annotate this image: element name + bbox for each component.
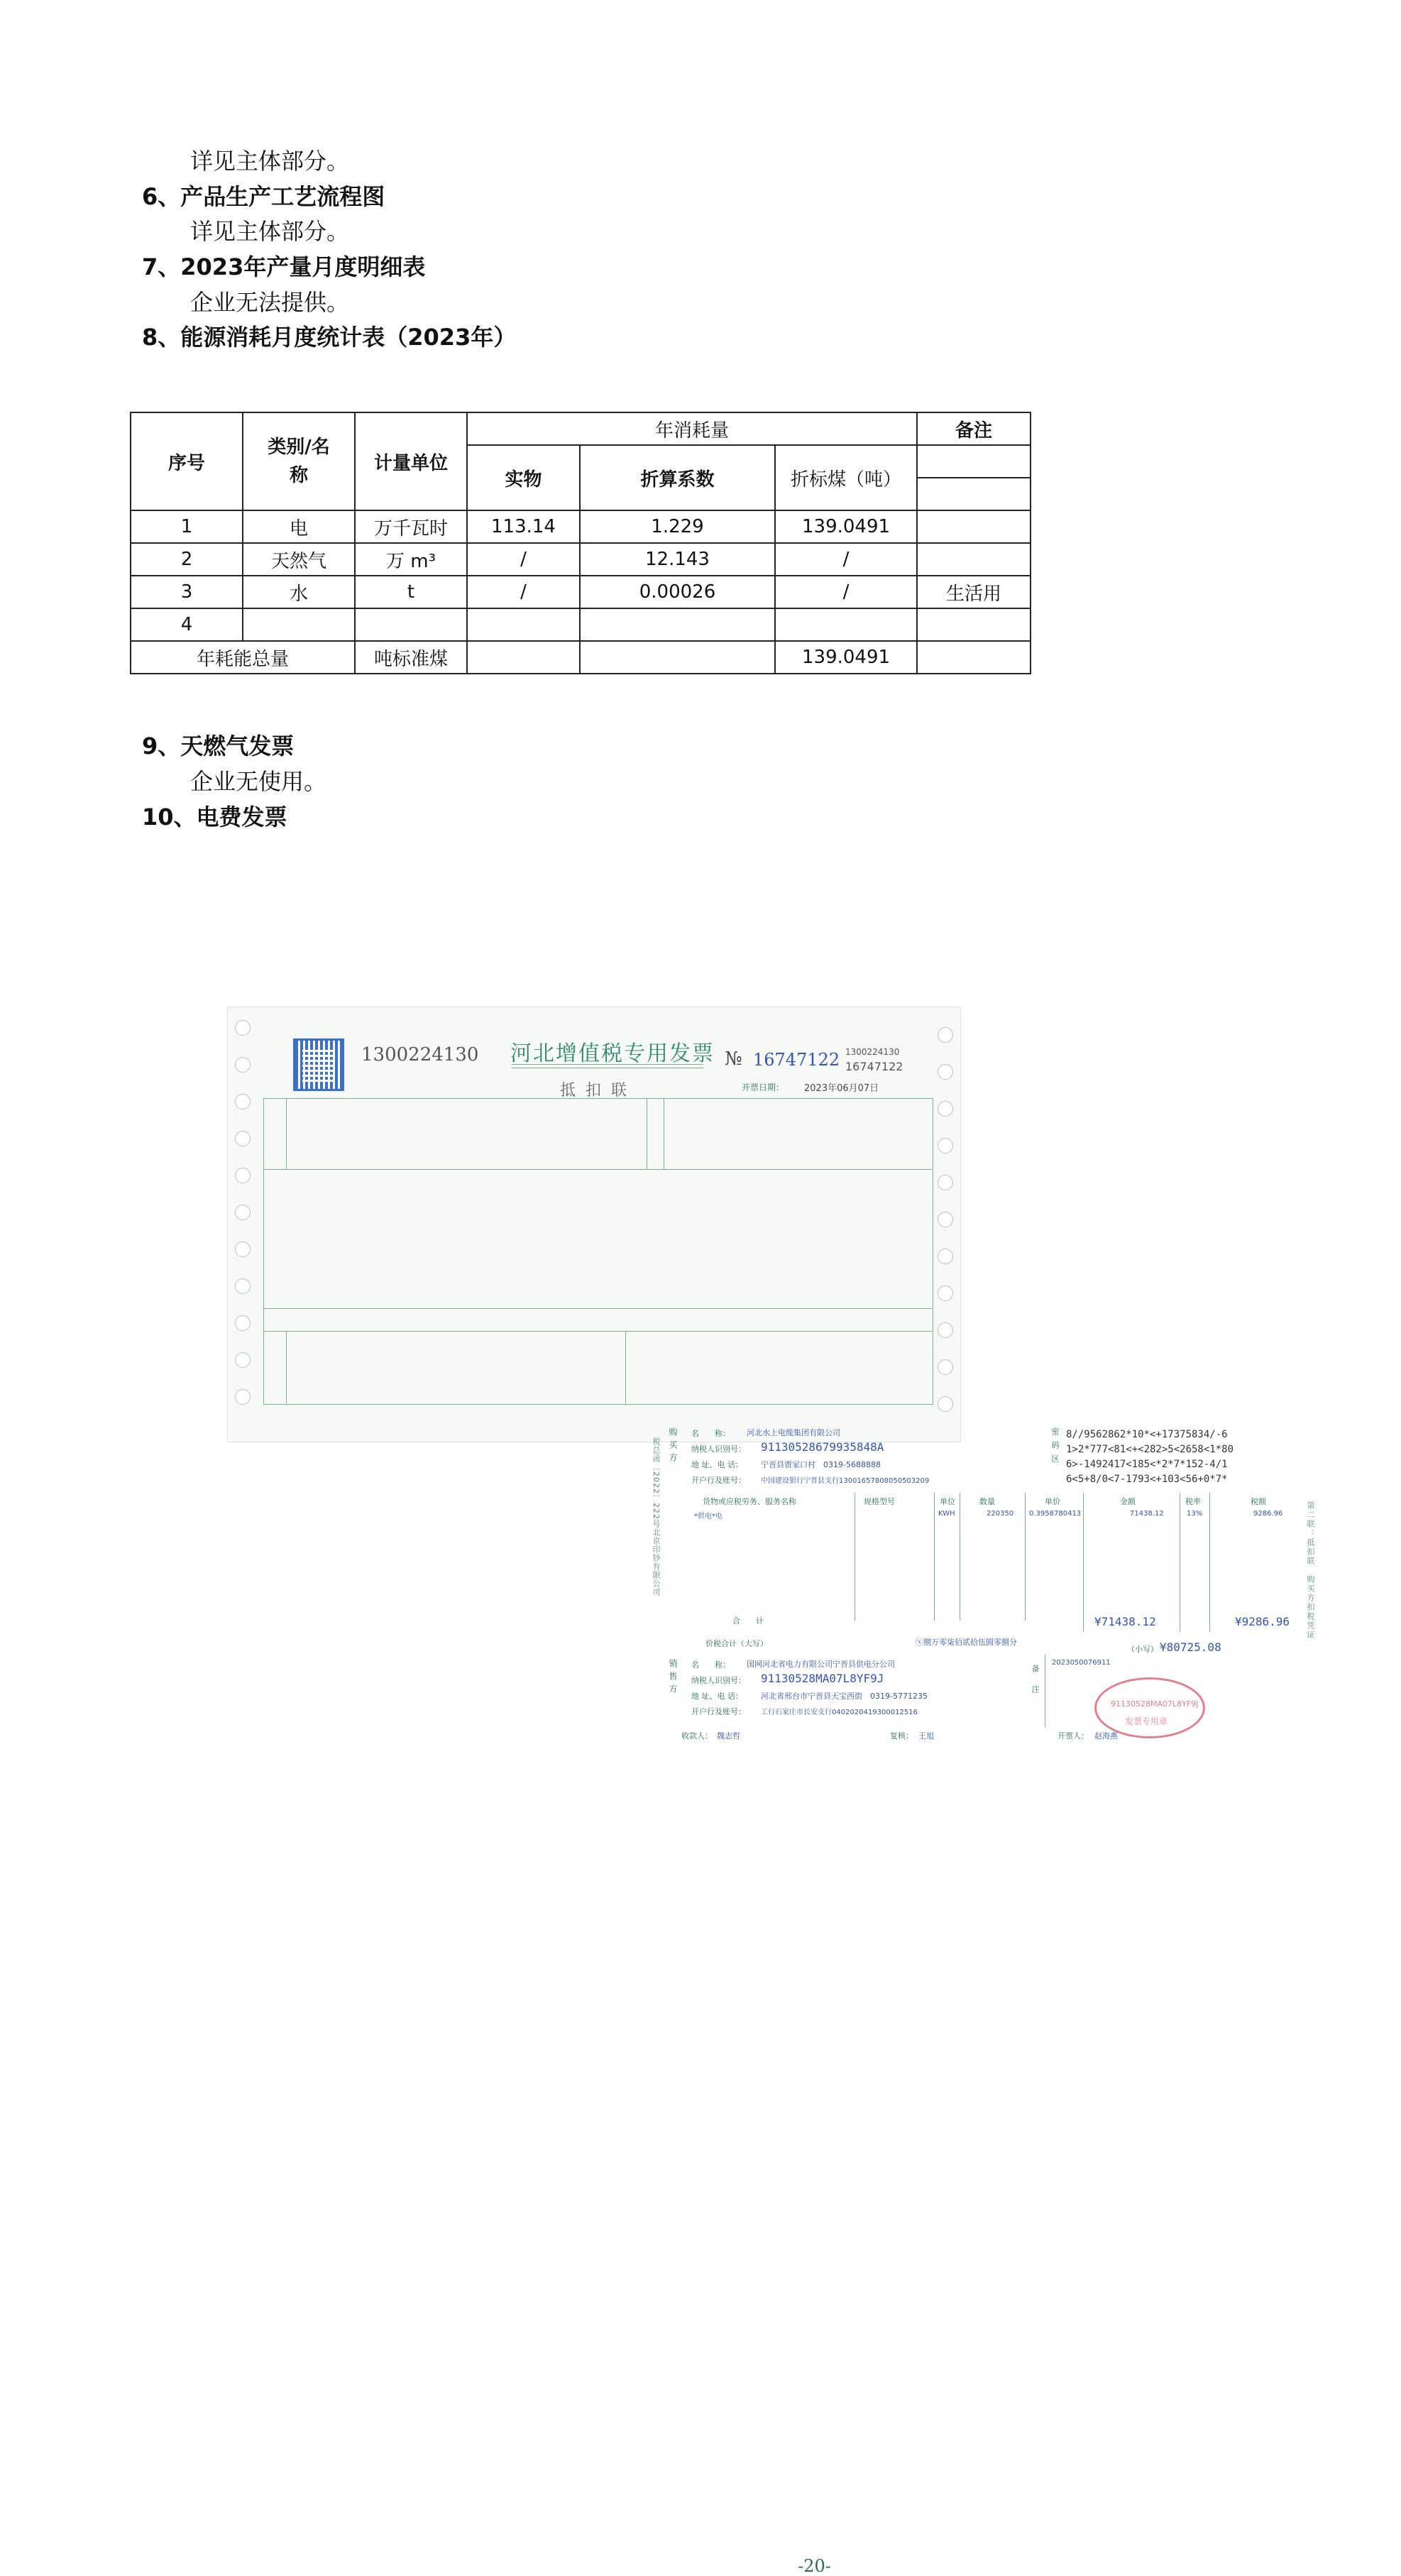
cipher-label: 密码区 (1050, 1427, 1060, 1468)
seller-tax-label: 纳税人识别号： (691, 1676, 746, 1685)
cell-remark (917, 543, 1031, 576)
invoice-code: 1300224130 (361, 1044, 479, 1065)
header-physical: 实物 (467, 445, 580, 510)
seller-bank: 工行石家庄市长安支行0402020419300012516 (761, 1709, 918, 1716)
total-label: 价税合计（大写） (705, 1639, 768, 1648)
grid-line (1209, 1493, 1210, 1632)
seller-bank-label: 开户行及账号： (691, 1707, 746, 1716)
punch-hole (938, 1322, 953, 1338)
body-text: 企业无法提供。 (190, 289, 350, 316)
buyer-bank: 中国建设银行宁晋县支行13001657808050503209 (761, 1477, 930, 1485)
page-number: -20- (798, 2556, 831, 2576)
col-spec: 规格型号 (864, 1497, 895, 1506)
cell-unit (355, 608, 467, 641)
sum-label: 合 计 (732, 1616, 764, 1626)
cell-coal: 139.0491 (775, 510, 917, 543)
item-name: *供电*电 (694, 1513, 723, 1520)
buyer-name: 河北水上电缆集团有限公司 (747, 1428, 840, 1437)
item-unit: KWH (938, 1510, 955, 1518)
total-factor (580, 641, 775, 674)
cell-remark (917, 510, 1031, 543)
cipher-line: 6>-1492417<185<*2*7*152-4/1 (1066, 1459, 1228, 1470)
buyer-side-label: 购买方 (668, 1427, 678, 1466)
body-text: 详见主体部分。 (190, 218, 350, 245)
col-price: 单价 (1045, 1497, 1060, 1506)
cell-remark: 生活用 (917, 576, 1031, 608)
seller-addr-label: 地 址、电 话： (691, 1692, 743, 1701)
cipher-line: 1>2*777<81<+<282>5<2658<1*80 (1066, 1444, 1234, 1455)
remark-blank (917, 478, 1031, 510)
remark-text: 2023050076911 (1052, 1659, 1111, 1667)
col-unit: 单位 (940, 1497, 955, 1506)
seller-name: 国网河北省电力有限公司宁晋县供电分公司 (747, 1660, 895, 1669)
grid-line (263, 1308, 932, 1309)
header-remark: 备注 (917, 412, 1031, 445)
grid-line (263, 1169, 932, 1170)
total-physical (467, 641, 580, 674)
cell-unit: 万千瓦时 (355, 510, 467, 543)
invoice-no-prefix: № (725, 1048, 742, 1070)
item-qty: 220350 (987, 1510, 1014, 1518)
item-tax: 9286.96 (1253, 1510, 1283, 1518)
header-coal: 折标煤（吨） (775, 445, 917, 510)
item-amount: 71438.12 (1130, 1510, 1164, 1518)
punch-hole (938, 1286, 953, 1301)
section-heading-9: 9、天燃气发票 (142, 733, 295, 760)
total-small: ¥80725.08 (1160, 1640, 1221, 1654)
body-text: 详见主体部分。 (190, 148, 350, 175)
cell-physical: 113.14 (467, 510, 580, 543)
grid-line (934, 1493, 935, 1621)
cell-seq: 2 (131, 543, 243, 576)
seller-tax-id: 91130528MA07L8YF9J (761, 1672, 884, 1685)
buyer-address: 宁晋县贾家口村 0319-5688888 (761, 1460, 881, 1469)
buyer-name-label: 名 称： (691, 1429, 730, 1438)
punch-hole (938, 1064, 953, 1080)
col-goods: 货物或应税劳务、服务名称 (703, 1497, 796, 1506)
total-label: 年耗能总量 (131, 641, 355, 674)
grid-line (263, 1331, 932, 1332)
seller-side-label: 销售方 (668, 1659, 678, 1697)
cell-name (243, 608, 355, 641)
punch-hole (938, 1101, 953, 1117)
drawer: 赵海燕 (1094, 1731, 1118, 1741)
side-text-left: 税总函〔2022〕222号北京印钞有限公司 (652, 1437, 661, 1596)
col-rate: 税率 (1185, 1497, 1201, 1506)
invoice-code-small: 1300224130 (845, 1047, 900, 1057)
cell-unit: 万 m³ (355, 543, 467, 576)
punch-hole (938, 1396, 953, 1412)
sum-amount: ¥71438.12 (1094, 1615, 1156, 1628)
cell-physical: / (467, 576, 580, 608)
punch-hole (235, 1352, 251, 1368)
grid-line (1083, 1493, 1084, 1632)
header-seq: 序号 (131, 412, 243, 510)
col-amount: 金额 (1120, 1497, 1136, 1506)
cell-name: 电 (243, 510, 355, 543)
cell-remark (917, 608, 1031, 641)
payee-label: 收款人： (681, 1731, 713, 1741)
invoice-main-grid (263, 1098, 933, 1405)
punch-hole (235, 1094, 251, 1109)
item-rate: 13% (1187, 1510, 1203, 1518)
date-label: 开票日期： (742, 1083, 785, 1092)
punch-hole (938, 1359, 953, 1375)
total-remark (917, 641, 1031, 674)
payee: 魏志哲 (717, 1731, 740, 1741)
drawer-label: 开票人： (1057, 1731, 1089, 1741)
punch-hole (938, 1138, 953, 1153)
cell-name: 天然气 (243, 543, 355, 576)
reviewer-label: 复核： (890, 1731, 913, 1741)
header-factor: 折算系数 (580, 445, 775, 510)
punch-hole (235, 1315, 251, 1331)
punch-hole (938, 1212, 953, 1227)
remark-blank (917, 445, 1031, 478)
cell-unit: t (355, 576, 467, 608)
punch-hole (235, 1131, 251, 1146)
invoice-date: 2023年06月07日 (804, 1083, 879, 1094)
invoice-copy-label: 抵扣联 (560, 1082, 637, 1100)
total-small-label: （小写） (1127, 1645, 1158, 1654)
col-qty: 数量 (979, 1497, 995, 1506)
cipher-line: 8//9562862*10*<+17375834/-6 (1066, 1429, 1228, 1440)
grid-line (625, 1331, 1315, 1741)
cipher-area (1066, 1427, 1234, 1487)
seller-address: 河北省邢台市宁晋县天宝西街 0319-5771235 (761, 1692, 928, 1701)
cipher-line: 6<5+8/0<7-1793<+103<56+0*7* (1066, 1474, 1228, 1485)
punch-hole (235, 1020, 251, 1036)
section-heading-10: 10、电费发票 (142, 804, 287, 831)
remark-label: 备注 (1031, 1665, 1040, 1706)
cell-seq: 3 (131, 576, 243, 608)
side-text-right: 第二联：抵扣联 购买方扣税凭证 (1306, 1501, 1315, 1640)
cell-coal: / (775, 576, 917, 608)
section-heading-6: 6、产品生产工艺流程图 (142, 183, 385, 210)
punch-hole (235, 1389, 251, 1405)
body-text: 企业无使用。 (190, 768, 327, 795)
title-underline (512, 1064, 703, 1065)
cell-seq: 1 (131, 510, 243, 543)
section-heading-8: 8、能源消耗月度统计表（2023年） (142, 324, 517, 351)
grid-line (286, 1098, 287, 1169)
cell-seq: 4 (131, 608, 243, 641)
grid-line (1025, 1493, 1026, 1621)
total-unit: 吨标准煤 (355, 641, 467, 674)
cell-factor: 12.143 (580, 543, 775, 576)
header-unit: 计量单位 (355, 412, 467, 510)
invoice-number-small: 16747122 (845, 1060, 903, 1073)
header-category: 类别/名称 (243, 412, 355, 510)
cell-factor: 0.00026 (580, 576, 775, 608)
header-annual: 年消耗量 (467, 412, 917, 445)
item-price: 0.3958780413 (1029, 1510, 1082, 1518)
stamp-tax-id: 91130528MA07L8YF9J (1111, 1699, 1199, 1709)
punch-hole (938, 1027, 953, 1043)
reviewer: 王旭 (918, 1731, 934, 1741)
punch-hole (235, 1057, 251, 1073)
qr-code-icon (293, 1038, 344, 1091)
buyer-addr-label: 地 址、电 话： (691, 1460, 743, 1469)
cell-physical (467, 608, 580, 641)
electricity-invoice-image (227, 1007, 1315, 2576)
punch-hole (235, 1242, 251, 1257)
grid-line (286, 1331, 287, 1403)
invoice-title: 河北增值税专用发票 (510, 1041, 715, 1066)
energy-consumption-table (130, 412, 1031, 674)
sum-tax: ¥9286.96 (1235, 1615, 1290, 1628)
cell-coal (775, 608, 917, 641)
cell-name: 水 (243, 576, 355, 608)
buyer-bank-label: 开户行及账号： (691, 1476, 746, 1485)
total-words: ⓧ捌万零柒佰贰拾伍圆零捌分 (916, 1638, 1017, 1647)
punch-hole (235, 1168, 251, 1183)
buyer-tax-id: 91130528679935848A (761, 1440, 884, 1454)
cell-physical: / (467, 543, 580, 576)
punch-hole (235, 1205, 251, 1220)
stamp-label: 发票专用章 (1125, 1716, 1168, 1726)
punch-hole (938, 1175, 953, 1190)
invoice-number: 16747122 (753, 1050, 840, 1070)
section-heading-7: 7、2023年产量月度明细表 (142, 253, 426, 280)
col-tax: 税额 (1251, 1497, 1266, 1506)
punch-hole (235, 1278, 251, 1294)
total-coal: 139.0491 (775, 641, 917, 674)
cell-factor: 1.229 (580, 510, 775, 543)
cell-factor (580, 608, 775, 641)
buyer-tax-label: 纳税人识别号： (691, 1445, 746, 1454)
seller-name-label: 名 称： (691, 1660, 730, 1670)
cell-coal: / (775, 543, 917, 576)
punch-hole (938, 1249, 953, 1264)
